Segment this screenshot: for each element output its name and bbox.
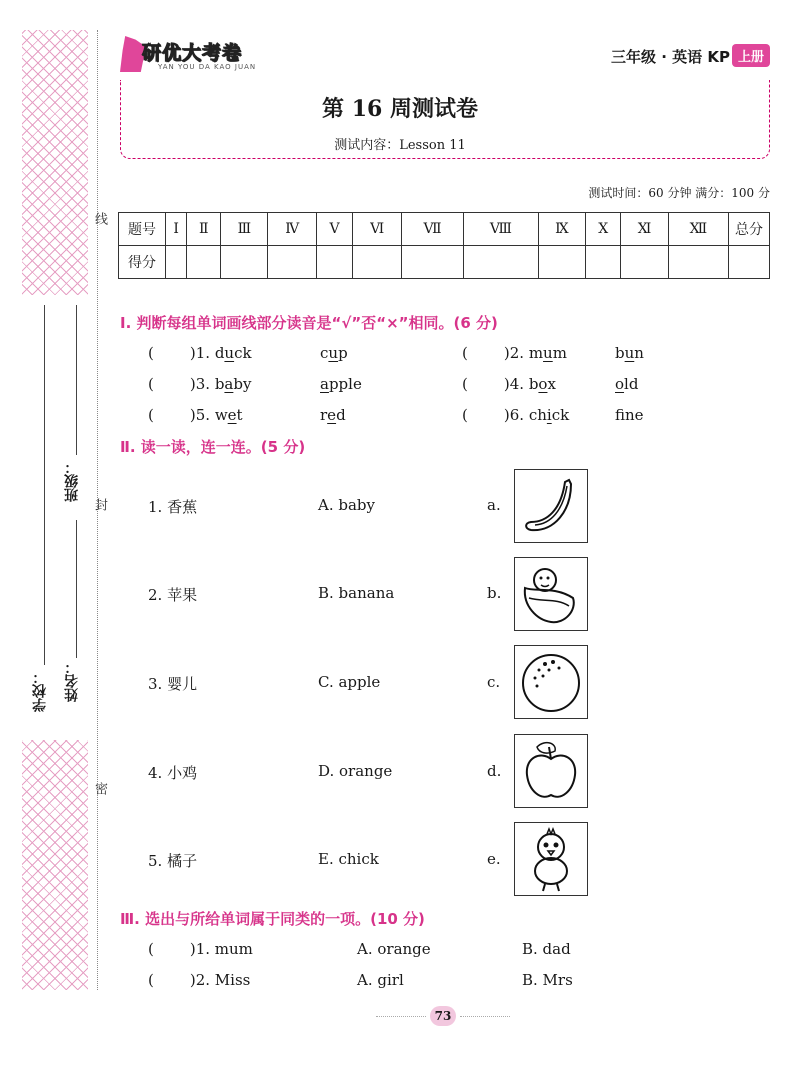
table-cell: Ⅵ (353, 213, 402, 246)
class-label: 班级： (64, 460, 80, 502)
table-cell: Ⅻ (668, 213, 728, 246)
score-input-cell[interactable] (585, 246, 621, 279)
answer-bracket-2[interactable]: ( )2. mum (462, 344, 567, 362)
class-field[interactable] (76, 305, 77, 455)
score-input-cell[interactable] (268, 246, 317, 279)
picture-letter-e: e. (487, 850, 501, 868)
table-cell: 总分 (729, 213, 770, 246)
score-input-cell[interactable] (317, 246, 353, 279)
table-cell: 题号 (119, 213, 166, 246)
binding-char-secret: 密 (92, 782, 107, 795)
page-number: 73 (430, 1006, 456, 1026)
compare-word-3: apple (320, 375, 362, 393)
orange-icon[interactable] (514, 645, 588, 719)
score-input-cell[interactable] (668, 246, 728, 279)
table-cell: Ⅱ (187, 213, 221, 246)
table-cell: Ⅷ (463, 213, 538, 246)
binding-pattern-top (22, 30, 88, 295)
binding-char-line: 线 (92, 212, 107, 225)
logo-subtext: YAN YOU DA KAO JUAN (158, 63, 257, 71)
section-1-title: Ⅰ. 判断每组单词画线部分读音是“√”否“×”相同。(6 分) (120, 314, 498, 332)
choice-question-1[interactable]: ( )1. mum (148, 940, 253, 958)
score-input-cell[interactable] (187, 246, 221, 279)
choice-1-option-a[interactable]: A. orange (357, 940, 431, 958)
english-word-e[interactable]: E. chick (318, 850, 379, 868)
section-3-title: Ⅲ. 选出与所给单词属于同类的一项。(10 分) (120, 910, 425, 928)
answer-bracket-5[interactable]: ( )5. wet (148, 406, 243, 424)
page-title: 第 16 周测试卷 (322, 96, 478, 122)
picture-letter-b: b. (487, 584, 502, 602)
answer-bracket-4[interactable]: ( )4. box (462, 375, 556, 393)
table-cell: Ⅴ (317, 213, 353, 246)
score-input-cell[interactable] (353, 246, 402, 279)
test-time: 测试时间：60 分钟 满分：100 分 (588, 186, 770, 200)
baby-icon[interactable] (514, 557, 588, 631)
table-cell: Ⅳ (268, 213, 317, 246)
name-field[interactable] (76, 520, 77, 658)
section-2-title: Ⅱ. 读一读，连一连。(5 分) (120, 438, 306, 456)
compare-word-6: fne (615, 406, 644, 424)
answer-bracket-6[interactable]: ( )6. chick (462, 406, 570, 424)
compare-word-1: cup (320, 344, 348, 362)
picture-letter-c: c. (487, 673, 501, 691)
table-cell: Ⅺ (621, 213, 668, 246)
answer-bracket-1[interactable]: ( )1. duck (148, 344, 252, 362)
test-content: 测试内容：Lesson 11 (334, 138, 466, 153)
score-input-cell[interactable] (166, 246, 187, 279)
footer-divider-right (460, 1016, 510, 1017)
choice-question-2[interactable]: ( )2. Miss (148, 971, 251, 989)
banana-icon[interactable] (514, 469, 588, 543)
table-cell: Ⅹ (585, 213, 621, 246)
score-input-cell[interactable] (402, 246, 464, 279)
grade-subject: 三年级 · 英语 KP (611, 48, 730, 66)
choice-2-option-b[interactable]: B. Mrs (522, 971, 573, 989)
table-cell: 得分 (119, 246, 166, 279)
picture-letter-a: a. (487, 496, 501, 514)
choice-1-option-b[interactable]: B. dad (522, 940, 571, 958)
answer-bracket-3[interactable]: ( )3. baby (148, 375, 252, 393)
name-label: 姓名： (64, 660, 80, 702)
footer-divider-left (376, 1016, 426, 1017)
binding-char-seal: 封 (92, 498, 107, 511)
picture-letter-d: d. (487, 762, 502, 780)
score-input-cell[interactable] (621, 246, 668, 279)
chinese-word-2[interactable]: 2. 苹果 (148, 586, 198, 604)
chick-icon[interactable] (514, 822, 588, 896)
score-table-header-row (119, 213, 770, 246)
brand-logo (120, 36, 270, 76)
score-table-score-row (119, 246, 770, 279)
score-input-cell[interactable] (221, 246, 268, 279)
compare-word-4: old (615, 375, 639, 393)
score-input-cell[interactable] (538, 246, 585, 279)
binding-pattern-bottom (22, 740, 88, 990)
table-cell: Ⅸ (538, 213, 585, 246)
english-word-d[interactable]: D. orange (318, 762, 393, 780)
english-word-c[interactable]: C. apple (318, 673, 381, 691)
chinese-word-4[interactable]: 4. 小鸡 (148, 764, 198, 782)
score-table (118, 212, 770, 279)
table-cell: Ⅶ (402, 213, 464, 246)
table-cell: Ⅰ (166, 213, 187, 246)
english-word-b[interactable]: B. banana (318, 584, 395, 602)
compare-word-5: red (320, 406, 346, 424)
chinese-word-1[interactable]: 1. 香蕉 (148, 498, 198, 516)
volume-badge: 上册 (732, 44, 770, 67)
chinese-word-5[interactable]: 5. 橘子 (148, 852, 198, 870)
table-cell: Ⅲ (221, 213, 268, 246)
apple-icon[interactable] (514, 734, 588, 808)
score-input-cell[interactable] (463, 246, 538, 279)
compare-word-2: bun (615, 344, 644, 362)
english-word-a[interactable]: A. baby (318, 496, 375, 514)
school-field[interactable] (44, 305, 45, 665)
choice-2-option-a[interactable]: A. girl (357, 971, 404, 989)
chinese-word-3[interactable]: 3. 婴儿 (148, 675, 198, 693)
score-input-cell[interactable] (729, 246, 770, 279)
school-label: 学校： (32, 670, 48, 712)
logo-text: 研优大考卷 (142, 42, 243, 64)
